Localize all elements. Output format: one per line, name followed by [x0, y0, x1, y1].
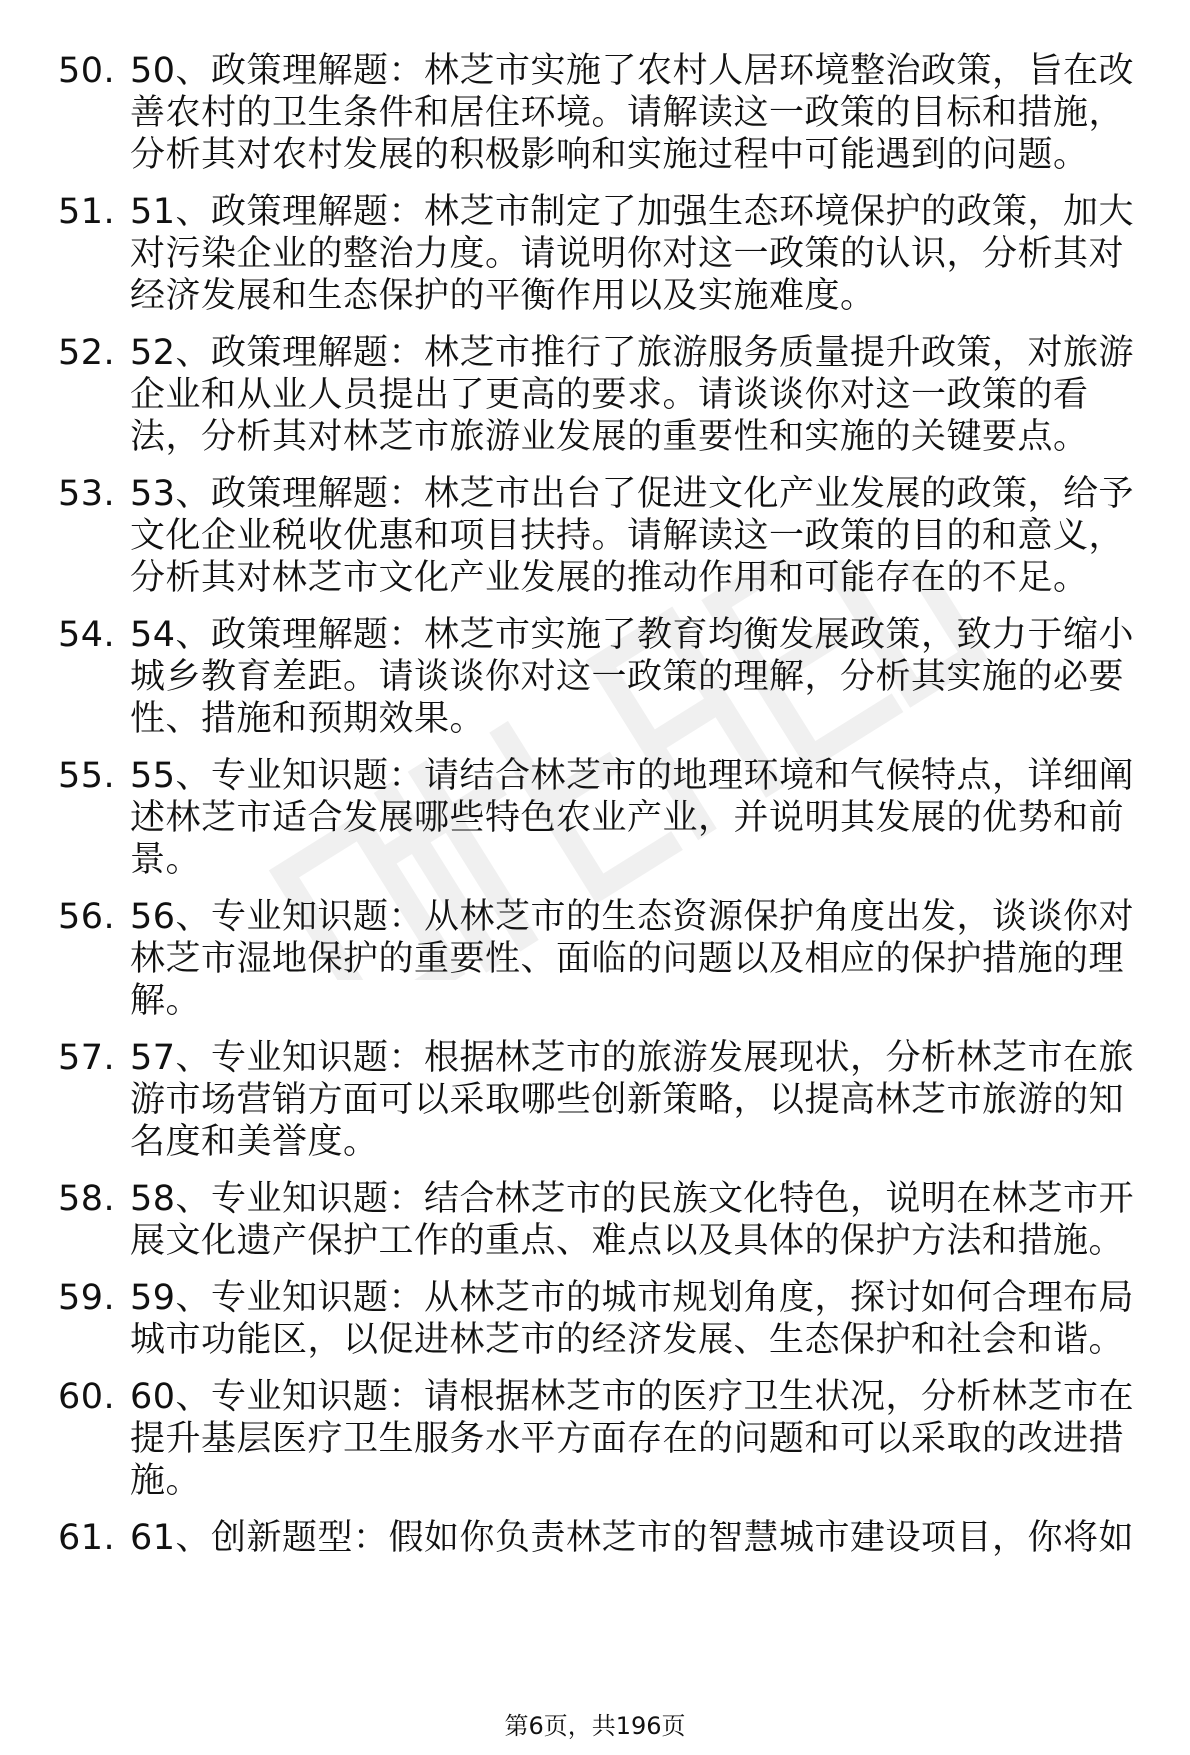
question-text: 59、专业知识题：从林芝市的城市规划角度，探讨如何合理布局城市功能区，以促进林芝市的经济发展、生态保护和社会和谐。 — [130, 1278, 1135, 1360]
question-item — [58, 1277, 1148, 1361]
question-number: 61. — [58, 1518, 116, 1558]
question-text: 57、专业知识题：根据林芝市的旅游发展现状，分析林芝市在旅游市场营销方面可以采取哪些创新策略，以提高林芝市旅游的知名度和美誉度。 — [130, 1038, 1135, 1162]
question-text: 54、政策理解题：林芝市实施了教育均衡发展政策，致力于缩小城乡教育差距。请谈谈你对这一政策的理解，分析其实施的必要性、措施和预期效果。 — [130, 615, 1135, 739]
question-item — [58, 473, 1148, 599]
question-number: 51. — [58, 192, 116, 232]
question-number: 56. — [58, 897, 116, 937]
question-item — [58, 332, 1148, 458]
question-number: 50. — [58, 51, 116, 91]
question-number: 54. — [58, 615, 116, 655]
question-number: 52. — [58, 333, 116, 373]
question-text: 60、专业知识题：请根据林芝市的医疗卫生状况，分析林芝市在提升基层医疗卫生服务水平方面存在的问题和可以采取的改进措施。 — [130, 1377, 1135, 1501]
question-item — [58, 896, 1148, 1022]
question-item — [58, 614, 1148, 740]
question-text: 52、政策理解题：林芝市推行了旅游服务质量提升政策，对旅游企业和从业人员提出了更高的要求。请谈谈你对这一政策的看法，分析其对林芝市旅游业发展的重要性和实施的关键要点。 — [130, 333, 1135, 457]
question-text: 50、政策理解题：林芝市实施了农村人居环境整治政策，旨在改善农村的卫生条件和居住环境。请解读这一政策的目标和措施，分析其对农村发展的积极影响和实施过程中可能遇到的问题。 — [130, 51, 1135, 175]
question-item — [58, 1517, 1148, 1559]
question-text: 51、政策理解题：林芝市制定了加强生态环境保护的政策，加大对污染企业的整治力度。请说明你对这一政策的认识，分析其对经济发展和生态保护的平衡作用以及实施难度。 — [130, 192, 1135, 316]
question-text: 53、政策理解题：林芝市出台了促进文化产业发展的政策，给予文化企业税收优惠和项目扶持。请解读这一政策的目的和意义，分析其对林芝市文化产业发展的推动作用和可能存在的不足。 — [130, 474, 1135, 598]
question-number: 55. — [58, 756, 116, 796]
question-text: 56、专业知识题：从林芝市的生态资源保护角度出发，谈谈你对林芝市湿地保护的重要性、面临的问题以及相应的保护措施的理解。 — [130, 897, 1135, 1021]
question-item — [58, 1037, 1148, 1163]
question-item — [58, 1178, 1148, 1262]
question-item — [58, 755, 1148, 881]
question-number: 57. — [58, 1038, 116, 1078]
page-number-label: 第6页，共196页 — [504, 1712, 686, 1740]
question-text: 61、创新题型：假如你负责林芝市的智慧城市建设项目，你将如 — [130, 1518, 1135, 1558]
page-footer — [0, 1711, 1190, 1741]
question-text: 55、专业知识题：请结合林芝市的地理环境和气候特点，详细阐述林芝市适合发展哪些特色农业产业，并说明其发展的优势和前景。 — [130, 756, 1135, 880]
question-text: 58、专业知识题：结合林芝市的民族文化特色，说明在林芝市开展文化遗产保护工作的重点、难点以及具体的保护方法和措施。 — [130, 1179, 1135, 1261]
question-item — [58, 191, 1148, 317]
question-item — [58, 1376, 1148, 1502]
question-item — [58, 50, 1148, 176]
question-number: 60. — [58, 1377, 116, 1417]
question-number: 58. — [58, 1179, 116, 1219]
question-number: 59. — [58, 1278, 116, 1318]
question-list — [58, 50, 1148, 1574]
question-number: 53. — [58, 474, 116, 514]
